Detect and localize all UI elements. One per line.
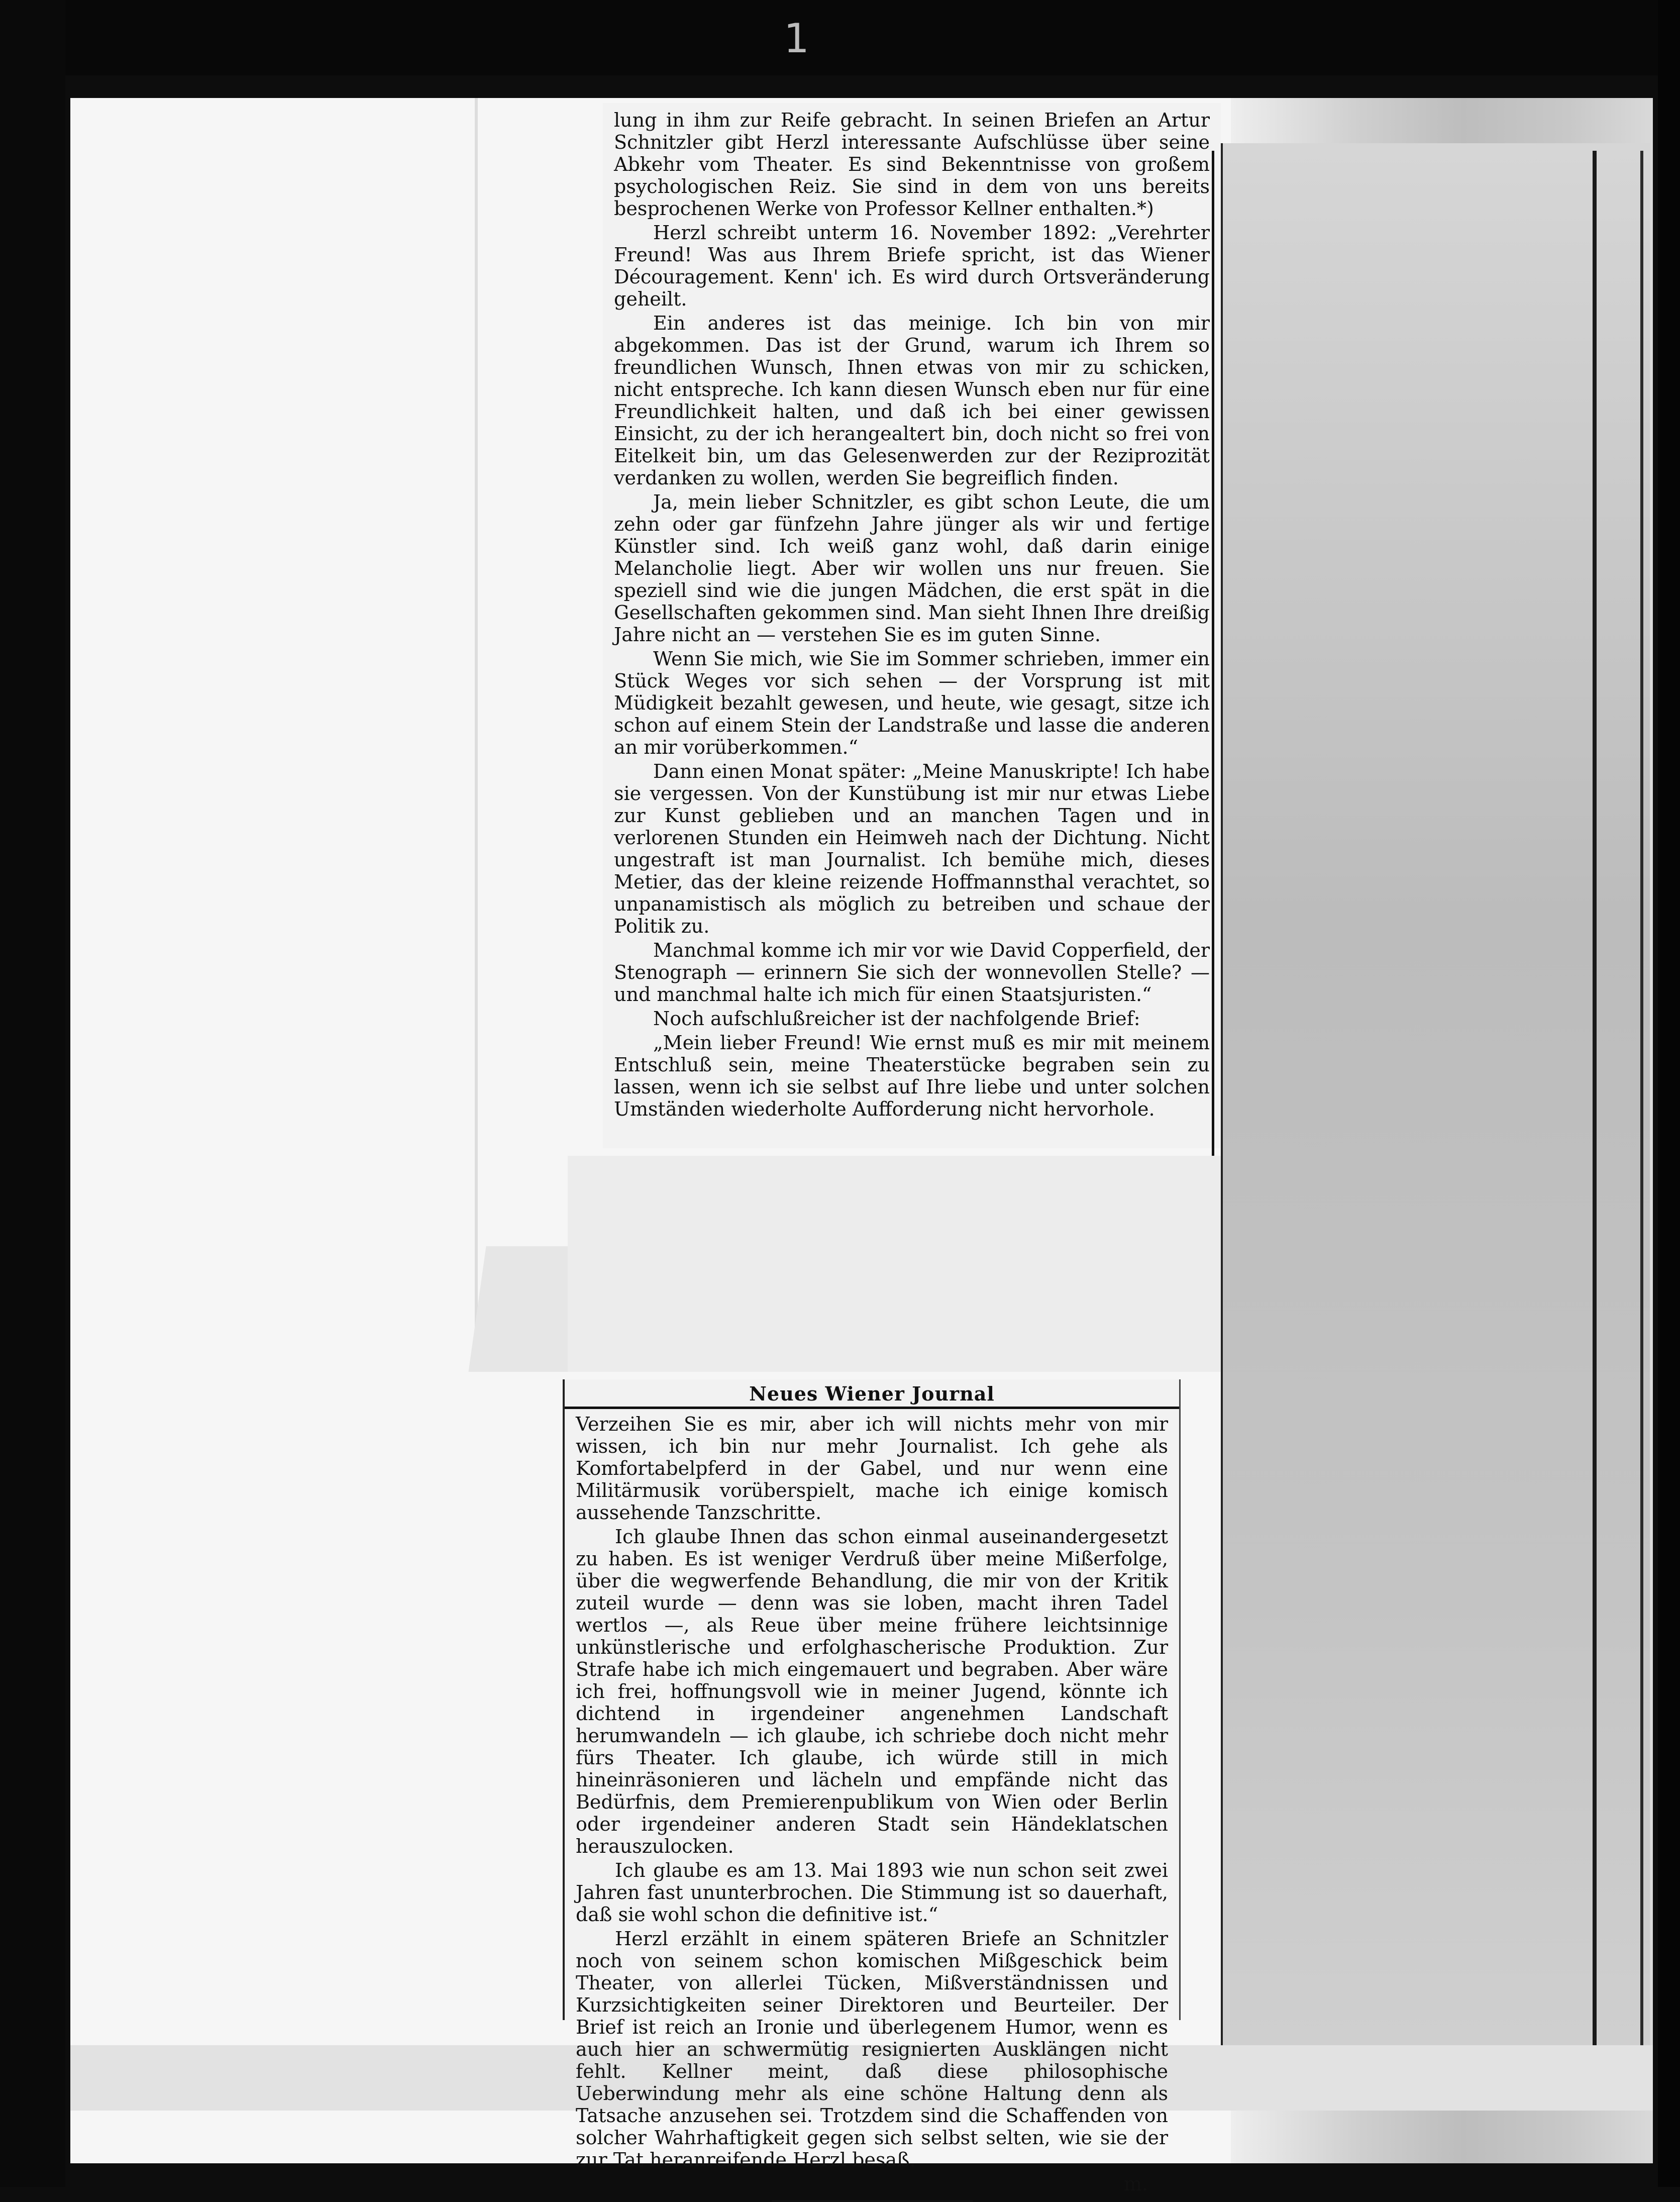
end-rule: [772, 2200, 973, 2202]
page-edge: [475, 98, 478, 1329]
article-paragraph: Ich glaube Ihnen das schon einmal auseinandergesetzt zu haben. Es ist weniger Verdruß über meine Mißerfolge, über die wegwerfende Behandlung, die mir von der Kritik zuteil wurde — denn was sie loben, macht ihren Tadel wertlos —, als Reue über meine frühere leichtsinnige unkünstlerische und erfolghascherische Produktion. Zur Strafe habe ich mich eingemauert und begraben. Aber wäre ich frei, hoffnungsvoll wie in meiner Jugend, könnte ich dichtend in irgendeiner angenehmen Landschaft herumwandeln — ich glaube, ich schriebe doch nicht mehr fürs Theater. Ich glaube, ich würde still in mich hineinräsonieren und lächeln und empfände nicht das Bedürfnis, dem Premierenpublikum von Wien oder Berlin oder irgendeiner anderen Stadt sein Händeklatschen herauszulocken.: [576, 1526, 1168, 1857]
film-frame-mark: 1: [784, 15, 809, 62]
film-border-top: [0, 0, 1680, 75]
film-border-left: [0, 0, 65, 2187]
article-paragraph: Ein anderes ist das meinige. Ich bin von mir abgekommen. Das ist der Grund, warum ich Ihrem so freundlichen Wunsch, Ihnen etwas von mir zu schicken, nicht entspreche. Ich kann diesen Wunsch eben nur für eine Freundlichkeit halten, und daß ich bei einer gewissen Einsicht, zu der ich herangealtert bin, doch nicht so frei von Eitelkeit bin, um das Gelesenwerden zur der Reziprozität verdanken zu wollen, werden Sie begreiflich finden.: [614, 312, 1210, 489]
column-rule: [1212, 151, 1214, 1211]
article-paragraph: Manchmal komme ich mir vor wie David Copperfield, der Stenograph — erinnern Sie sich der wonnevollen Stelle? — und manchmal halte ich mich für einen Staatsjuristen.“: [614, 939, 1210, 1006]
clipping-blank-area: [568, 1156, 1221, 1372]
article-paragraph: „Mein lieber Freund! Wie ernst muß es mir mit meinem Entschluß sein, meine Theaterstücke begraben sein zu lassen, wenn ich sie selbst auf Ihre liebe und unter solchen Umständen wiederholte Aufforderung nicht hervorhole.: [614, 1032, 1210, 1120]
card-edge-line-outer: [1640, 151, 1643, 2060]
article-paragraph: Verzeihen Sie es mir, aber ich will nichts mehr von mir wissen, ich bin nur mehr Journalist. Ich gehe als Komfortabelpferd in der Gabel, und nur wenn eine Militärmusik vorüberspielt, mache ich einige komisch aussehende Tanzschritte.: [576, 1413, 1168, 1524]
article-paragraph: Ja, mein lieber Schnitzler, es gibt schon Leute, die um zehn oder gar fünfzehn Jahre jünger als wir und fertige Künstler sind. Ich weiß ganz wohl, daß darin einige Melancholie liegt. Aber wir wollen uns nur freuen. Sie speziell sind wie die jungen Mädchen, die erst spät in die Gesellschaften gekommen sind. Man sieht Ihnen Ihre dreißig Jahre nicht an — verstehen Sie es im guten Sinne.: [614, 491, 1210, 646]
article-paragraph: Herzl schreibt unterm 16. November 1892: „Verehrter Freund! Was aus Ihrem Briefe spricht, ist das Wiener Découragement. Kenn' ich. Es wird durch Ortsveränderung geheilt.: [614, 222, 1210, 310]
article-paragraph: Wenn Sie mich, wie Sie im Sommer schrieben, immer ein Stück Weges vor sich sehen — der Vorsprung ist mit Müdigkeit bezahlt gewesen, und heute, wie gesagt, sitze ich schon auf einem Stein der Landstraße und lasse die anderen an mir vorüberkommen.“: [614, 648, 1210, 758]
clipping-top: [603, 103, 1221, 1148]
article-paragraph: lung in ihm zur Reife gebracht. In seinen Briefen an Artur Schnitzler gibt Herzl interessante Aufschlüsse über seine Abkehr vom Theater. Es sind Bekenntnisse von großem psychologischen Reiz. Sie sind in dem von uns bereits besprochenen Werke von Professor Kellner enthalten.*): [614, 109, 1210, 220]
article-paragraph: Herzl erzählt in einem späteren Briefe an Schnitzler noch von seinem schon komischen Mißgeschick beim Theater, von allerlei Tücken, Mißverständnissen und Kurzsichtigkeiten seiner Direktoren und Beurteiler. Der Brief ist reich an Ironie und überlegenem Humor, wenn es auch hier an schwermütig resignierten Ausklängen nicht fehlt. Kellner meint, daß diese philosophische Ueberwindung mehr als eine schöne Haltung denn als Tatsache anzusehen sei. Trotzdem sind die Schaffenden von solcher Wahrhaftigkeit gegen sich selbst selten, wie sie der zur Tat heranreifende Herzl besaß.: [576, 1928, 1168, 2171]
backing-card: [1221, 143, 1650, 2078]
article-paragraph: Noch aufschlußreicher ist der nachfolgende Brief:: [653, 1008, 1140, 1030]
article-paragraph: Ich glaube es am 13. Mai 1893 wie nun schon seit zwei Jahren fast ununterbrochen. Die Stimmung ist so dauerhaft, daß sie wohl schon die definitive ist.“: [576, 1859, 1168, 1926]
article-paragraph: Dann einen Monat später: „Meine Manuskripte! Ich habe sie vergessen. Von der Kunstübung ist mir nur etwas Liebe zur Kunst geblieben und an manchen Tagen und in verlorenen Stunden ein Heimweh nach der Dichtung. Nicht ungestraft ist man Journalist. Ich bemühe mich, dieses Metier, das der kleine reizende Hoffmannsthal verachtet, so unpanamistisch als möglich zu betreiben und schaue der Politik zu.: [614, 760, 1210, 937]
clipping-bottom: [563, 1379, 1181, 2195]
author-signature: m.: [1123, 2173, 1148, 2195]
newspaper-masthead: Neues Wiener Journal: [565, 1379, 1179, 1409]
film-border-right: [1658, 0, 1680, 2187]
card-edge-line: [1593, 151, 1597, 2050]
